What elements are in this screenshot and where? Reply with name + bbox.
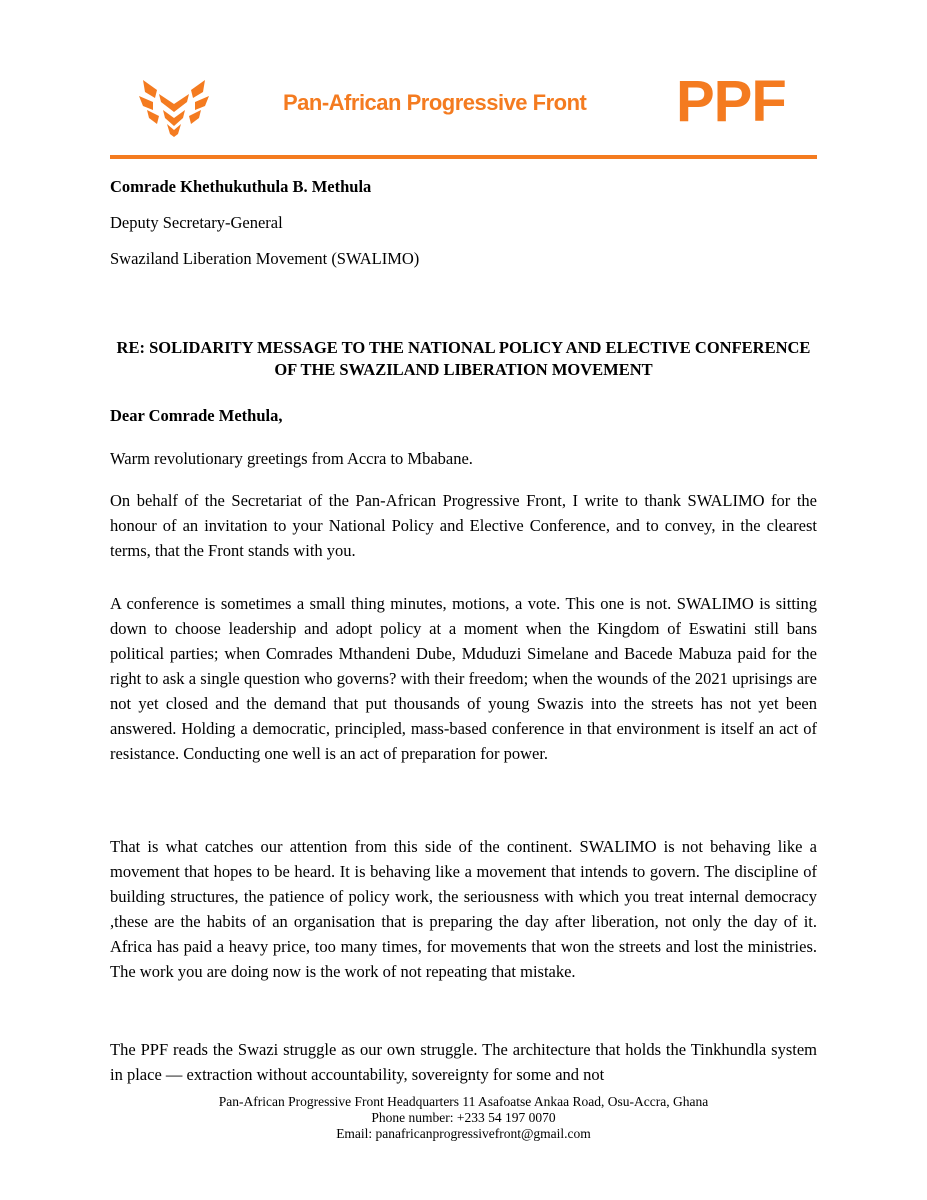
salutation: Dear Comrade Methula, <box>110 406 283 425</box>
organisation-abbreviation: PPF <box>676 69 786 134</box>
greeting: Warm revolutionary greetings from Accra to Mbabane. <box>110 449 473 468</box>
body-paragraph-4: The PPF reads the Swazi struggle as our own struggle. The architecture that holds the Tinkhundla system in place — extraction without accountability, sovereignty for some and not <box>110 1040 817 1084</box>
header-divider <box>110 155 817 159</box>
subject-line: RE: SOLIDARITY MESSAGE TO THE NATIONAL POLICY AND ELECTIVE CONFERENCE OF THE SWAZILAND LIBERATION MOVEMENT <box>116 338 811 379</box>
body-paragraph-2: A conference is sometimes a small thing minutes, motions, a vote. This one is not. SWALIMO is sitting down to choose leadership and adopt policy at a moment when the Kingdom of Eswatini still bans political parties; when Comrades Mthandeni Dube, Mduduzi Simelane and Bacede Mabuza paid for the right to ask a single question who governs? with their freedom; when the wounds of the 2021 uprisings are not yet closed and the demand that put thousands of young Swazis into the streets has not yet been answered. Holding a democratic, principled, mass-based conference in that environment is itself an act of resistance. Conducting one well is an act of preparation for power. <box>110 594 817 763</box>
footer-email: Email: panafricanprogressivefront@gmail.com <box>336 1126 591 1141</box>
ppf-emblem-icon <box>137 74 211 138</box>
organisation-name: Pan-African Progressive Front <box>283 90 587 115</box>
footer-phone: Phone number: +233 54 197 0070 <box>371 1110 556 1125</box>
body-paragraph-3: That is what catches our attention from this side of the continent. SWALIMO is not behaving like a movement that hopes to be heard. It is behaving like a movement that intends to govern. The discipline of building structures, the patience of policy work, the seriousness with which you treat internal democracy ,these are the habits of an organisation that is preparing the day after liberation, not only the day of it. Africa has paid a heavy price, too many times, for movements that won the streets and lost the ministries. The work you are doing now is the work of not repeating that mistake. <box>110 837 817 981</box>
recipient-block <box>110 176 419 284</box>
recipient-name: Comrade Khethukuthula B. Methula <box>110 177 372 196</box>
recipient-organisation: Swaziland Liberation Movement (SWALIMO) <box>110 249 420 268</box>
body-paragraph-1: On behalf of the Secretariat of the Pan-African Progressive Front, I write to thank SWALIMO for the honour of an invitation to your National Policy and Elective Conference, and to convey, in the clearest terms, that the Front stands with you. <box>110 491 817 560</box>
letter-footer <box>0 1094 927 1142</box>
letterhead <box>0 0 927 160</box>
recipient-title: Deputy Secretary-General <box>110 213 283 232</box>
footer-address: Pan-African Progressive Front Headquarters 11 Asafoatse Ankaa Road, Osu-Accra, Ghana <box>218 1094 709 1109</box>
